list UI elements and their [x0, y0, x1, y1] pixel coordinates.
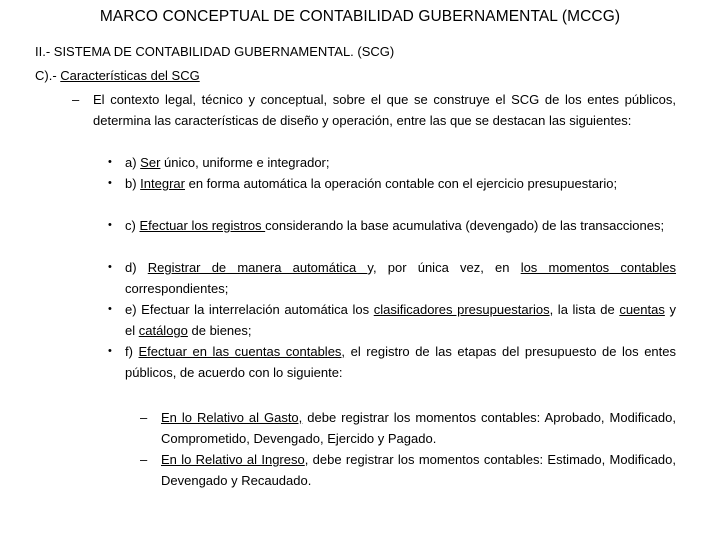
sub-item — [161, 449, 676, 491]
underlined-text: Integrar — [140, 176, 185, 191]
underlined-text: En lo Relativo al Ingreso — [161, 452, 305, 467]
text-run: correspondientes; — [125, 281, 229, 296]
subsection-heading — [35, 68, 200, 83]
text-run: único, uniforme e integrador; — [160, 155, 330, 170]
bullet-icon: • — [108, 219, 112, 231]
bullet-item — [125, 152, 676, 173]
underlined-text: Registrar de manera automática — [147, 260, 368, 275]
bullet-item — [125, 299, 676, 341]
dash-icon: – — [140, 410, 148, 425]
bullet-item — [125, 341, 676, 383]
text-run: d) — [125, 260, 148, 275]
text-run: b) — [125, 176, 141, 191]
text-run: c) — [125, 218, 140, 233]
intro-paragraph: El contexto legal, técnico y conceptual, sobre el que se construye el SCG de los entes públicos, determina las características de diseño y operación, entre las que se destacan las siguientes: — [93, 92, 676, 128]
bullet-item — [125, 257, 676, 299]
underlined-text: los momentos contables — [520, 260, 677, 275]
text-run: y el — [125, 302, 676, 338]
underlined-text: clasificadores presupuestarios — [373, 302, 550, 317]
underlined-text: catálogo — [138, 323, 188, 338]
bullet-icon: • — [108, 261, 112, 273]
subsection-label: Características del SCG — [60, 68, 200, 83]
bullet-icon: • — [108, 303, 112, 315]
dash-icon: – — [72, 92, 80, 107]
underlined-text: Efectuar en las cuentas contables, — [138, 344, 346, 359]
page-title: MARCO CONCEPTUAL DE CONTABILIDAD GUBERNAMENTAL (MCCG) — [99, 8, 621, 25]
bullet-icon: • — [108, 156, 112, 168]
text-run: , debe registrar los momentos contables: Estimado, Modificado, Devengado y Recaudado. — [161, 452, 676, 488]
section-heading: II.- SISTEMA DE CONTABILIDAD GUBERNAMENTAL. (SCG) — [35, 44, 395, 59]
text-run: a) — [125, 155, 141, 170]
bullet-item — [125, 215, 676, 236]
text-run: el registro de las etapas del presupuesto de los entes públicos, de acuerdo con lo siguiente: — [125, 344, 676, 380]
bullet-item — [125, 173, 676, 194]
text-run: , la lista de — [549, 302, 620, 317]
underlined-text: Ser — [140, 155, 161, 170]
text-run: e) Efectuar la interrelación automática los — [125, 302, 374, 317]
text-run: f) — [125, 344, 139, 359]
text-run: y, por única vez, en — [367, 260, 521, 275]
bullet-icon: • — [108, 345, 112, 357]
dash-icon: – — [140, 452, 148, 467]
underlined-text: Efectuar los registros — [139, 218, 266, 233]
text-run: en forma automática la operación contable con el ejercicio presupuestario; — [184, 176, 618, 191]
underlined-text: En lo Relativo al Gasto, — [161, 410, 303, 425]
text-run: considerando la base acumulativa (devengado) de las transacciones; — [265, 218, 665, 233]
subsection-prefix: C).- — [35, 68, 61, 83]
text-run: debe registrar los momentos contables: Aprobado, Modificado, Comprometido, Devengado, Ejercido y Pagado. — [161, 410, 676, 446]
bullet-icon: • — [108, 177, 112, 189]
underlined-text: cuentas — [619, 302, 665, 317]
sub-item — [161, 407, 676, 449]
text-run: de bienes; — [187, 323, 252, 338]
